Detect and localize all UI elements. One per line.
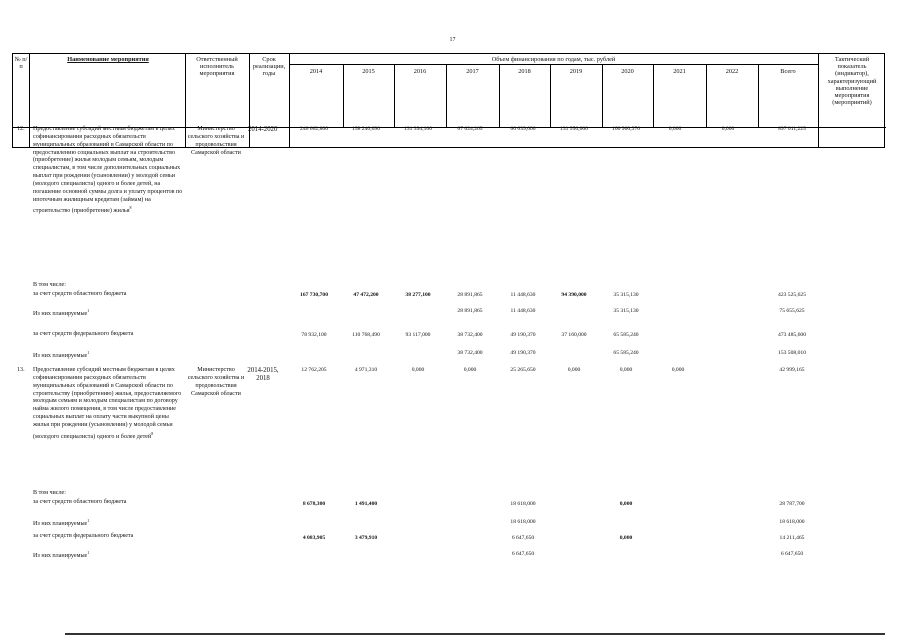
header-year: 2022 [725,68,739,75]
sub-row-value: 78 932,100 [301,332,327,338]
row-description: Предоставление субсидий местным бюджетам в целях софинансирования расходных обязательств муниципальных образований в Самарской области по строительству (приобретению) жилья, предоставляемого молодым семьям и молодым специалистам по договору найма жилого помещения, в том числе предоставление социальных выплат на оплату части выкупной цены жилья при рождении (усыновлении) у молодой семьи (молодого специалиста) одного и более детей$^8$ [33,367,182,440]
header-responsible: Ответственный исполнитель мероприятия [196,56,238,78]
sub-row-value: 18 618,000 [510,519,536,525]
row-description: Предоставление субсидий местным бюджетам в целях софинансирования расходных обязательств муниципальных образований в Самарской области по предоставлению социальных выплат на строительство (приобретение) жилья молодым семьям, молодым специалистам, в том числе дополнительных социальных выплат при рождении (усыновлении) у молодой семьи (молодого специалиста) одного и более детей, на погашение основной суммы долга и уплату процентов по ипотечным жилищным кредитам (займам) на строительство (приобретение) жилья$^8$ [33,126,183,215]
sub-row-value: 6 647,650 [511,535,535,541]
page-bottom-rule [65,633,885,635]
sub-row-label: Из них планируемые$^1$ [33,308,90,318]
sub-row-label: Из них планируемые$^1$ [33,550,90,560]
sub-row-label: Из них планируемые$^1$ [33,518,90,528]
sub-row-value: 65 585,240 [613,350,639,356]
row-value: 25 265,650 [510,367,536,373]
sub-row-value: 8 678,300 [302,501,326,507]
row-value: 158 240,690 [352,126,380,132]
row-responsible: Министерство сельского хозяйства и продовольствия Самарской области [187,126,245,156]
header-year: 2014 [309,68,323,75]
sub-row-value: 423 525,625 [778,292,806,298]
row-value: 0,000 [671,367,685,373]
row-value: 0,000 [567,367,581,373]
header-year: 2018 [518,68,531,75]
sub-row-value: 4 083,905 [302,535,326,541]
header-year: 2019 [569,68,583,75]
row-value: 42 999,165 [779,367,805,373]
sub-row-value: 28 891,865 [457,308,483,314]
sub-row-value: 6 647,650 [780,551,804,557]
sub-row-value: 49 190,370 [510,350,536,356]
sub-row-value: 65 585,240 [613,332,639,338]
including-label: В том числе: [33,490,66,496]
sub-row-value: 38 732,400 [457,350,483,356]
sub-row-value: 1 491,400 [354,501,378,507]
sub-row-label: за счет средств областного бюджета [33,291,127,297]
sub-row-value: 94 390,000 [561,292,587,298]
sub-row-value: 28 787,700 [779,501,805,507]
sub-row-value: 38 732,400 [457,332,483,338]
header-year: 2017 [466,68,479,75]
sub-row-value: 3 479,910 [354,535,378,541]
row-value: 0,000 [619,367,633,373]
sub-row-label: за счет средств федерального бюджета [33,331,134,337]
header-year: 2015 [362,68,375,75]
sub-row-value: 28 891,865 [457,292,483,298]
row-value: 131 550,000 [560,126,588,132]
row-value: 0,000 [668,126,682,132]
sub-row-value: 37 160,000 [561,332,587,338]
sub-row-value: 110 768,490 [352,332,380,338]
row-term: 2014-2015, 2018 [247,367,279,382]
header-indicator: Тактический показатель (индикатор), характеризующий выполнение мероприятия (мероприятий) [827,56,877,107]
row-value: 100 900,370 [612,126,640,132]
row-responsible: Министерство сельского хозяйства и продовольствия Самарской области [187,367,245,397]
sub-row-value: 75 655,625 [779,308,805,314]
sub-row-value: 6 647,650 [511,551,535,557]
row-value: 246 662,800 [300,126,328,132]
row-value: 60 639,000 [510,126,536,132]
row-value: 897 011,225 [778,126,806,132]
row-value: 67 624,265 [457,126,483,132]
header-num: № п/п [14,56,28,71]
header-year: Всего [780,68,796,75]
sub-row-value: 18 618,000 [510,501,536,507]
row-term: 2014-2020 [248,126,278,133]
sub-row-label: за счет средств федерального бюджета [33,533,134,539]
row-number: 13. [17,367,25,373]
row-value: 0,000 [721,126,735,132]
header-year: 2020 [621,68,634,75]
sub-row-value: 11 448,630 [510,292,536,298]
page-number: 17 [449,37,456,43]
sub-row-value: 14 211,465 [779,535,805,541]
sub-row-value: 0,000 [619,501,633,507]
row-number: 12. [17,126,25,132]
sub-row-value: 93 117,000 [405,332,431,338]
sub-row-value: 18 618,000 [779,519,805,525]
sub-row-value: 473 485,600 [778,332,806,338]
row-value: 12 762,205 [301,367,327,373]
sub-row-label: Из них планируемые$^1$ [33,350,90,360]
sub-row-value: 11 448,630 [510,308,536,314]
sub-row-value: 35 315,130 [613,292,639,298]
sub-row-value: 153 508,010 [778,350,806,356]
row-value: 0,000 [411,367,425,373]
header-funding: Объем финансирования по годам, тыс. рублей [491,56,616,63]
sub-row-value: 49 190,370 [510,332,536,338]
header-year: 2021 [673,68,686,75]
sub-row-value: 167 730,700 [300,292,328,298]
sub-row-value: 35 315,130 [613,308,639,314]
row-value: 0,000 [463,367,477,373]
row-value: 131 394,100 [404,126,432,132]
sub-row-label: за счет средств областного бюджета [33,499,127,505]
header-name: Наименование мероприятия [67,56,149,63]
header-term: Срок реализации, годы [252,56,286,78]
row-value: 4 971,310 [354,367,378,373]
sub-row-value: 47 472,200 [353,292,379,298]
sub-row-value: 38 277,100 [405,292,431,298]
header-year: 2016 [413,68,427,75]
including-label: В том числе: [33,282,66,288]
sub-row-value: 0,000 [619,535,633,541]
